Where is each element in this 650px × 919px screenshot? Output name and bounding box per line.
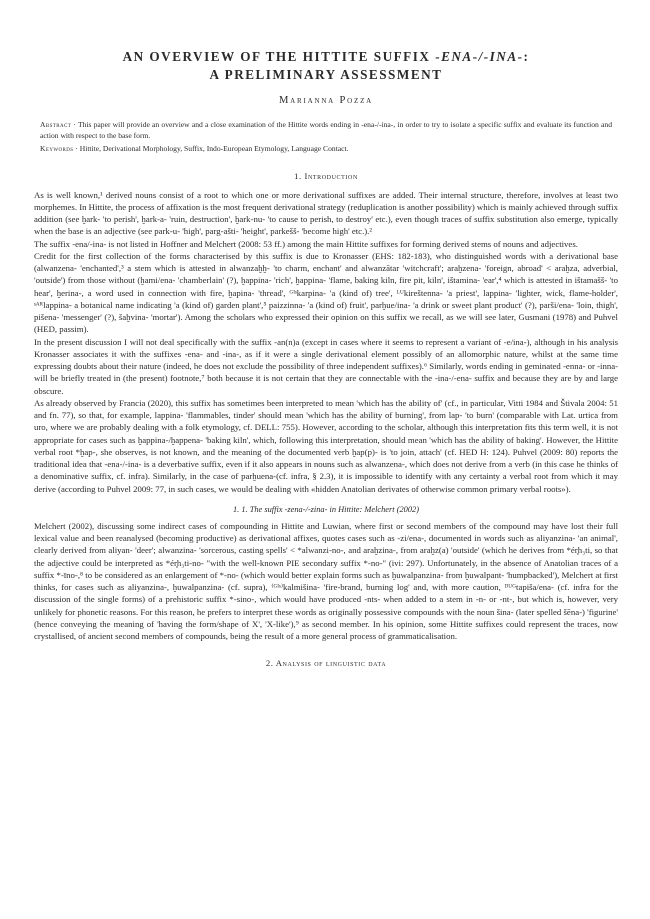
abstract: [40, 119, 612, 141]
title-line1: AN OVERVIEW OF THE HITTITE SUFFIX: [122, 49, 436, 64]
title-line2: A PRELIMINARY ASSESSMENT: [209, 67, 443, 82]
abstract-label: Abstract: [40, 120, 72, 129]
title-suffix-italic: -ENA-/-INA-: [435, 49, 524, 64]
keywords-text: · Hittite, Derivational Morphology, Suffix, Indo-European Etymology, Language Contact.: [73, 144, 349, 154]
paper-title: [34, 48, 618, 84]
title-line1-end: :: [523, 49, 530, 64]
body-paragraph: The suffix -ena/-ina- is not listed in Hoffner and Melchert (2008: 53 ff.) among the main Hittite suffixes for forming derived stems of nouns and adjectives.: [34, 238, 578, 249]
paper-page: [34, 48, 618, 676]
body-paragraph: As already observed by Francia (2020), this suffix has sometimes been interpreted to mean 'which has the ability of' (cf., in particular, Vitti 1984 and Štivala 2004: 51 and fn. 77), so that, for example, lappina- 'flammables, tinder' should mean 'which has the ability of burning', from lap- 'to burn' (comparable with Lat. urtica from uro, where we are probably dealing with a folk etymology, cf. DELL: 755). However, according to the scholar, although this interpretation fits this term well, it is not appropriate for cases such as ḫappina-/ḫappena- 'baking kiln', which, following this interpretation, should mean 'which has the ability of baking'. However, the Hittite verbal root *ḫap-, she observes, is not known, and the meaning of the documented verb ḫap(p)- is 'to join, attach' (cf. HED H: 124). Puhvel (2009: 80) reports the traditional idea that -ena-/-ina- is a deverbative suffix, even if it also appears in nouns such as alwanzena-, which does not derive from a verb (in this case he thinks of a denominative suffix, cf. infra). Similarly, in the case of parḫuena-(cf. infra, § 2.3), it is impossible to identify with any certainty a verbal root from which it may derive (according to Puhvel 2009: 77, in such cases, we would be dealing with «hidden Anatolian derivates of otherwise common primary verbal roots»).: [34, 397, 618, 494]
subsection-heading: 1. 1. The suffix -zena-/-zina- in Hittite: Melchert (2002): [232, 504, 420, 514]
keywords: [40, 143, 612, 154]
body-paragraph: In the present discussion I will not deal specifically with the suffix -an(n)a (except in cases where it seems to represent a variant of -e/ina-), although in his analysis Kronasser associates it with the suffixes -ena- and -ina-, as if it were a single derivational element possibly of an allomorphic nature, whilst at the same time expressing doubts about their nature (indeed, he does not exclude the possibility of three independent suffixes).⁶ Similarly, words ending in geminated -enna- or -inna- will be briefly treated in (the present) footnote,⁷ both because it is not certain that they are connectable with the -ina-/-ena- suffix and because they are by and large obscure.: [34, 336, 618, 396]
section-heading-analysis: 2. Analysis of linguistic data: [265, 658, 387, 669]
body-paragraph: As is well known,¹ derived nouns consist of a root to which one or more derivational suffixes are added. Their internal structure, therefore, involves at least two morphemes. In Hittite, the process of affixation is the most frequent derivational strategy (reduplication is another possibility) which is mainly achieved through suffix addition (see ḫark- 'to perish', ḫark-a- 'ruin, destruction', ḫark-nu- 'to cause to perish, to destroy' etc.), even though traces of suffix substitution also emerge, typically when the base is an adjective (see park-u- 'high', parg-ašti- 'height', parkešš- 'become high' etc.).²: [34, 189, 618, 237]
body-paragraph: Melchert (2002), discussing some indirect cases of compounding in Hittite and Luwian, where first or second members of the compound may have lost their full lexical value and been reanalysed (becoming productive) as derivational affixes, quotes cases such as -zi/ena-, documented in words such as aliyanzina- 'an animal', clearly derived from aliyan- 'deer'; alwanzina- 'sorcerous, casting spells' < *alwanzi-no-, and araḫzina-, from araḫz(a) 'outside' (which he derives from *ér̥h₃ti, so that the adjective could be interpreted as *ér̥h₃ti-no- "with the well-known PIE secondary suffix *-no-" (ivi: 297). Unfortunately, in the absence of Anatolian traces of a suffix *-īno-,⁸ to be considered as an enlargement of *-no- (which would better explain forms such as ḫuwalpanzina- from ḫuwalpant- 'humpbacked'), Melchert at first thinks, for cases such as aliyanzina-, ḫuwalpanzina- (cf. supra), ⁽ᴳᴵˢ⁾kalmišina- 'fire-brand, burning log' and, with more caution, ᴰᵁᴳtapiša/ena- (cf. infra for the discussion of the single forms) of a prehistoric suffix *-sino-, which would have produced -nts- when added to a stem in -n- or -nt-, but which is, however, very unlikely for phonetic reasons. For this reason, he prefers to interpret these words as originally possessive compounds with the noun šina- (later spelled šēna-) 'figurine' (hence conveying the meaning of 'having the form/shape of X', 'X-like'),⁹ as second member. In his opinion, some Hittite suffixes could represent the traces, now crystallised, of ancient second members of compounds, being the result of a more general process of grammaticalisation.: [34, 520, 618, 642]
author-name: Marianna Pozza: [278, 95, 374, 106]
abstract-text: · This paper will provide an overview and a close examination of the Hittite words ending in -ena-/-ina-, in order to try to isolate a specific suffix and evaluate its function and action with respect to the base form.: [40, 120, 612, 141]
body-paragraph: Credit for the first collection of the forms characterised by this suffix is due to Kronasser (EHS: 182-183), who distinguished words with a derivational base (alwanzena- 'enchanted',³ a stem which is attested in alwanzaḫḫ- 'to charm, enchant' and alwanzātar 'witchcraft'; araḫzena- 'foreign, abroad' < araḫza, adverbial, 'outside') from those without (ḫami/ena- 'chamberlain' (?), ḫappina- 'rich', ḫappina- 'flame, baking kiln, fire pit, kiln', ištamina- 'ear',⁴ which is attested in ištamašš- 'to hear', ḫerina-, a word used in connection with fire, ḫapina- 'thread', ᴳᴵˢkarpina- 'a (kind of) tree', ᴸᵁkireštenna- 'a priest', lappina- 'lighter, wick, flame-holder', ˢᴬᴿlappina- a botanical name indicating 'a (kind of) garden plant',⁵ paizzinna- 'a (kind of) fruit', parḫue/ina- 'a drink or sweet plant product' (?), parši/ena- 'loin, thigh', pišena- 'messenger' (?), šaḫvina- 'mortar'). Among the scholars who expressed their opinion on this suffix we recall, as we will see later, Gusmani (1978) and Puhvel (HED, passim).: [34, 250, 618, 335]
keywords-label: Keywords: [40, 144, 74, 154]
section-heading-introduction: 1. Introduction: [294, 170, 358, 181]
